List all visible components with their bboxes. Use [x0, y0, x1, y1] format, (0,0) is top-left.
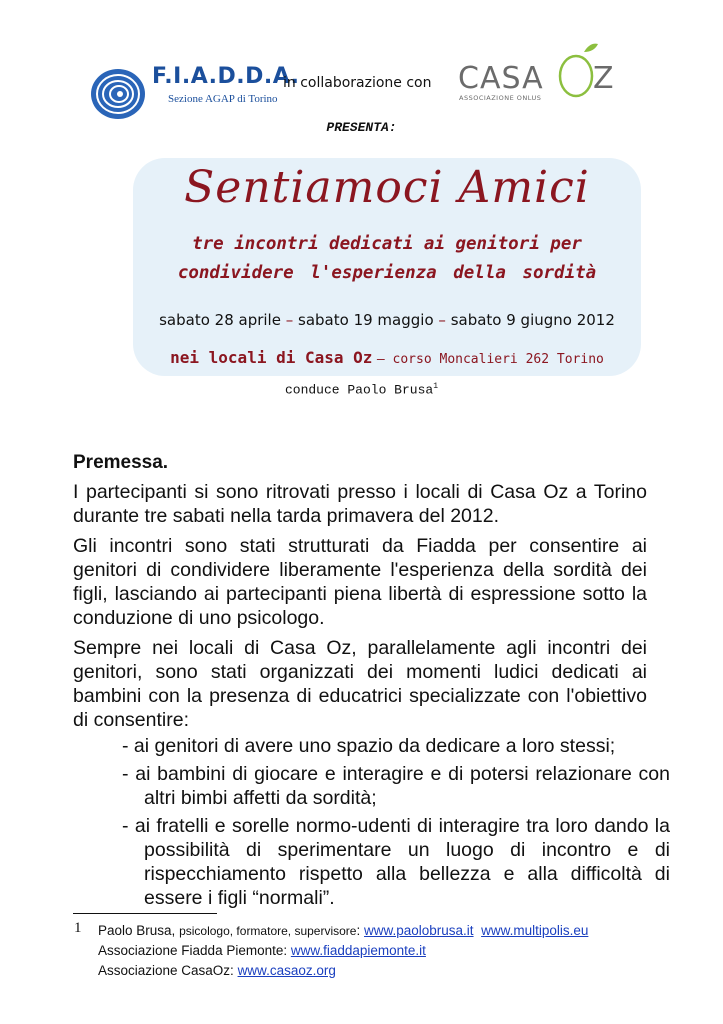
- link-paolobrusa[interactable]: www.paolobrusa.it: [364, 923, 474, 938]
- collaboration-text: in collaborazione con: [283, 75, 432, 91]
- paragraph-3: Sempre nei locali di Casa Oz, parallelamente agli incontri dei genitori, sono stati organizzati dei momenti ludici dedicati ai bambini con la presenza di educatrici specializzate con l'obiettivo di consentire:: [73, 637, 647, 731]
- paragraph-2: Gli incontri sono stati strutturati da Fiadda per consentire ai genitori di condividere liberamente l'esperienza della sordità dei figli, lasciando ai partecipanti piena libertà di espressione sotto la conduzione di uno psicologo.: [73, 535, 647, 629]
- venue: nei locali di Casa Oz: [170, 348, 373, 367]
- link-casaoz[interactable]: www.casaoz.org: [237, 963, 336, 978]
- list-item: - ai fratelli e sorelle normo-udenti di interagire tra loro dando la possibilità di sperimentare un luogo di incontro e di rispecchiamento rispetto alla bellezza e alla difficoltà di essere i figli “normali”.: [122, 815, 670, 909]
- date-1: sabato 28 aprile: [159, 311, 281, 329]
- fiadda-subtitle: Sezione AGAP di Torino: [168, 93, 278, 105]
- casaoz-subtitle: ASSOCIAZIONE ONLUS: [459, 94, 542, 102]
- footnote-number: 1: [74, 920, 82, 936]
- list-item: - ai bambini di giocare e interagire e di potersi relazionare con altri bimbi affetti da sordità;: [122, 763, 670, 809]
- fiadda-logo-icon: [88, 62, 148, 122]
- event-subtitle-line1: tre incontri dedicati ai genitori per: [192, 234, 582, 254]
- list-item: - ai genitori di avere uno spazio da dedicare a loro stessi;: [122, 735, 616, 757]
- premessa-heading: Premessa.: [73, 452, 169, 473]
- footnote-casaoz-label: Associazione CasaOz:: [98, 963, 238, 978]
- date-separator: –: [438, 311, 446, 329]
- footnote-line-2: [98, 941, 426, 961]
- date-3: sabato 9 giugno 2012: [450, 311, 615, 329]
- event-subtitle-line2: condividere l'esperienza della sordità: [177, 263, 597, 283]
- footnote-line-1: [98, 921, 588, 941]
- casaoz-name-left: CASA: [458, 61, 544, 96]
- casaoz-logo-icon: [456, 38, 620, 114]
- venue-line: [133, 348, 641, 368]
- footnote-fiadda-label: Associazione Fiadda Piemonte:: [98, 943, 291, 958]
- event-title: Sentiamoci Amici: [184, 162, 590, 213]
- paragraph-1: I partecipanti si sono ritrovati presso i locali di Casa Oz a Torino durante tre sabati nella tarda primavera del 2012.: [73, 481, 647, 527]
- conduce-text: conduce Paolo Brusa: [284, 382, 434, 398]
- footnote-line-3: [98, 961, 336, 981]
- link-multipolis[interactable]: www.multipolis.eu: [481, 923, 589, 938]
- footnote-ref: 1: [433, 382, 439, 391]
- footnote-divider: [73, 913, 217, 914]
- link-fiaddapiemonte[interactable]: www.fiaddapiemonte.it: [290, 943, 426, 958]
- casaoz-name-right: Z: [593, 61, 614, 96]
- fiadda-name: F.I.A.D.D.A.: [152, 64, 300, 89]
- presenta-label: PRESENTA:: [326, 120, 397, 135]
- date-2: sabato 19 maggio: [298, 311, 434, 329]
- footnote-description: psicologo, formatore, supervisore: [179, 924, 357, 938]
- footnote-colon: :: [356, 923, 364, 938]
- date-separator: –: [285, 311, 294, 329]
- conduce-line: [0, 382, 723, 397]
- event-dates: [133, 311, 641, 329]
- footnote-name: Paolo Brusa,: [98, 923, 176, 938]
- address: – corso Moncalieri 262 Torino: [376, 352, 604, 367]
